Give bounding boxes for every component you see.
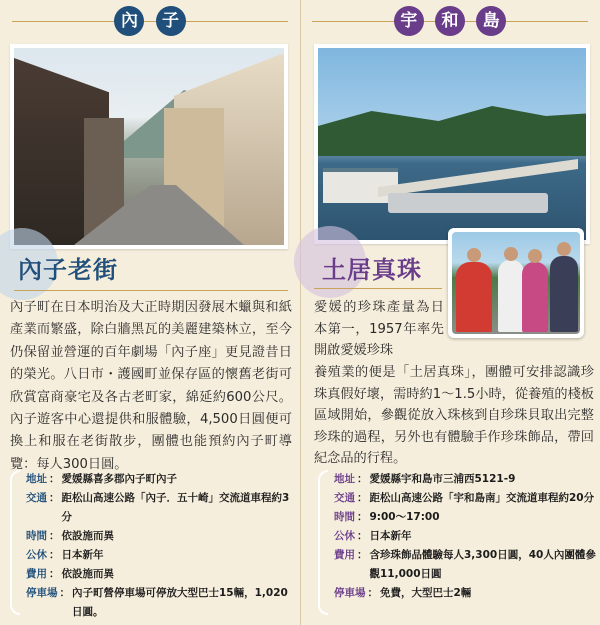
title-rule [314, 288, 442, 289]
info-row-closed: 公休 ： 日本新年 [10, 546, 292, 565]
info-row-address: 地址 ： 愛媛縣喜多郡內子町內子 [10, 470, 292, 489]
info-value: 依設施而異 [61, 530, 114, 542]
info-label: 地址 [26, 473, 47, 485]
spot-info-list [318, 470, 596, 603]
person-shape [550, 256, 578, 332]
visitors-illustration [452, 232, 580, 334]
spot-intro: 愛媛的珍珠產量為日本第一，1957年率先開啟愛媛珍珠 [314, 300, 444, 358]
region-char: 子 [156, 6, 186, 36]
region-char: 和 [435, 6, 465, 36]
spot-info-list [10, 470, 292, 622]
region-header [300, 6, 600, 36]
spot-title: 內子老街 [18, 255, 118, 284]
info-value: 依設施而異 [61, 568, 114, 580]
info-row-access: 交通 ： 距松山高速公路「內子．五十崎」交流道車程約3分 [10, 489, 292, 527]
info-label: 時間 [26, 530, 47, 542]
region-header [0, 6, 300, 36]
info-label: 停車場 [334, 587, 366, 599]
info-label: 交通 [334, 492, 355, 504]
info-value: 距松山高速公路「宇和島南」交流道車程約20分 [369, 492, 595, 504]
hill-shape [318, 106, 586, 156]
info-row-access: 交通 ： 距松山高速公路「宇和島南」交流道車程約20分 [318, 489, 596, 508]
person-head-shape [504, 247, 518, 261]
spot-title: 土居真珠 [322, 255, 422, 284]
info-row-closed: 公休 ： 日本新年 [318, 527, 596, 546]
pier-shape [378, 159, 578, 197]
info-value: 距松山高速公路「內子．五十崎」交流道車程約3分 [61, 492, 290, 523]
person-shape [522, 262, 548, 332]
info-row-fee: 費用 ： 含珍珠飾品體驗每人3,300日圓，40人內團體參觀11,000日圓 [318, 546, 596, 584]
info-row-parking: 停車場 ： 內子町營停車場可停放大型巴士15輛，1,020日圓。 [10, 584, 292, 622]
spot-description: 養殖業的便是「土居真珠」，團體可安排認識珍珠真假好壞，需時約1～1.5小時，從養殖的棧板區域開始，參觀從放入珠核到自珍珠貝取出完整珍珠的過程，另外也有體驗手作珍珠飾品，帶回紀念品的行程。 [314, 365, 594, 466]
info-brace [10, 470, 20, 615]
old-street-photo [10, 44, 288, 249]
info-row-hours: 時間 ： 依設施而異 [10, 527, 292, 546]
uwajima-section [300, 0, 600, 625]
info-label: 停車場 [26, 587, 58, 599]
visitors-inset-photo [448, 228, 584, 338]
person-shape [498, 260, 524, 332]
info-row-parking: 停車場 ： 免費，大型巴士2輛 [318, 584, 596, 603]
info-value: 內子町營停車場可停放大型巴士15輛，1,020日圓。 [72, 587, 288, 618]
info-label: 公休 [26, 549, 47, 561]
info-value: 日本新年 [61, 549, 104, 561]
info-label: 公休 [334, 530, 355, 542]
region-name [300, 6, 600, 36]
info-value: 含珍珠飾品體驗每人3,300日圓，40人內團體參觀11,000日圓 [369, 549, 596, 580]
region-name [0, 6, 300, 36]
pearl-farm-photo [314, 44, 590, 244]
info-value: 免費，大型巴士2輛 [380, 587, 472, 599]
info-value: 日本新年 [369, 530, 412, 542]
info-label: 地址 [334, 473, 355, 485]
info-brace [318, 470, 328, 615]
info-row-hours: 時間 ： 9:00～17:00 [318, 508, 596, 527]
old-street-illustration [14, 48, 284, 245]
info-label: 時間 [334, 511, 355, 523]
person-head-shape [528, 249, 542, 263]
person-head-shape [557, 242, 571, 256]
info-label: 費用 [334, 549, 355, 561]
bay-illustration [318, 48, 586, 240]
title-rule [14, 290, 288, 291]
info-value: 愛媛縣宇和島市三浦西5121-9 [369, 473, 516, 485]
region-char: 島 [476, 6, 506, 36]
person-head-shape [467, 248, 481, 262]
info-row-fee: 費用 ： 依設施而異 [10, 565, 292, 584]
info-label: 交通 [26, 492, 47, 504]
info-label: 費用 [26, 568, 47, 580]
info-value: 9:00～17:00 [369, 511, 440, 523]
region-char: 宇 [394, 6, 424, 36]
boat-shape [388, 193, 548, 213]
region-char: 內 [114, 6, 144, 36]
info-row-address: 地址 ： 愛媛縣宇和島市三浦西5121-9 [318, 470, 596, 489]
spot-description: 內子町在日本明治及大正時期因發展木蠟與和紙產業而繁盛，除白牆黑瓦的美麗建築林立，至今仍保留並營運的百年劇場「內子座」更見證昔日的榮光。八日市・護國町並保存區的懷舊老街可欣賞富商豪宅及各古老町家，綿延約600公尺。內子遊客中心還提供和服體驗，4,500日圓便可換上和服在老街散步，團體也能預約內子町導覽：每人300日圓。 [10, 300, 292, 472]
info-value: 愛媛縣喜多郡內子町內子 [61, 473, 177, 485]
person-shape [456, 262, 492, 332]
